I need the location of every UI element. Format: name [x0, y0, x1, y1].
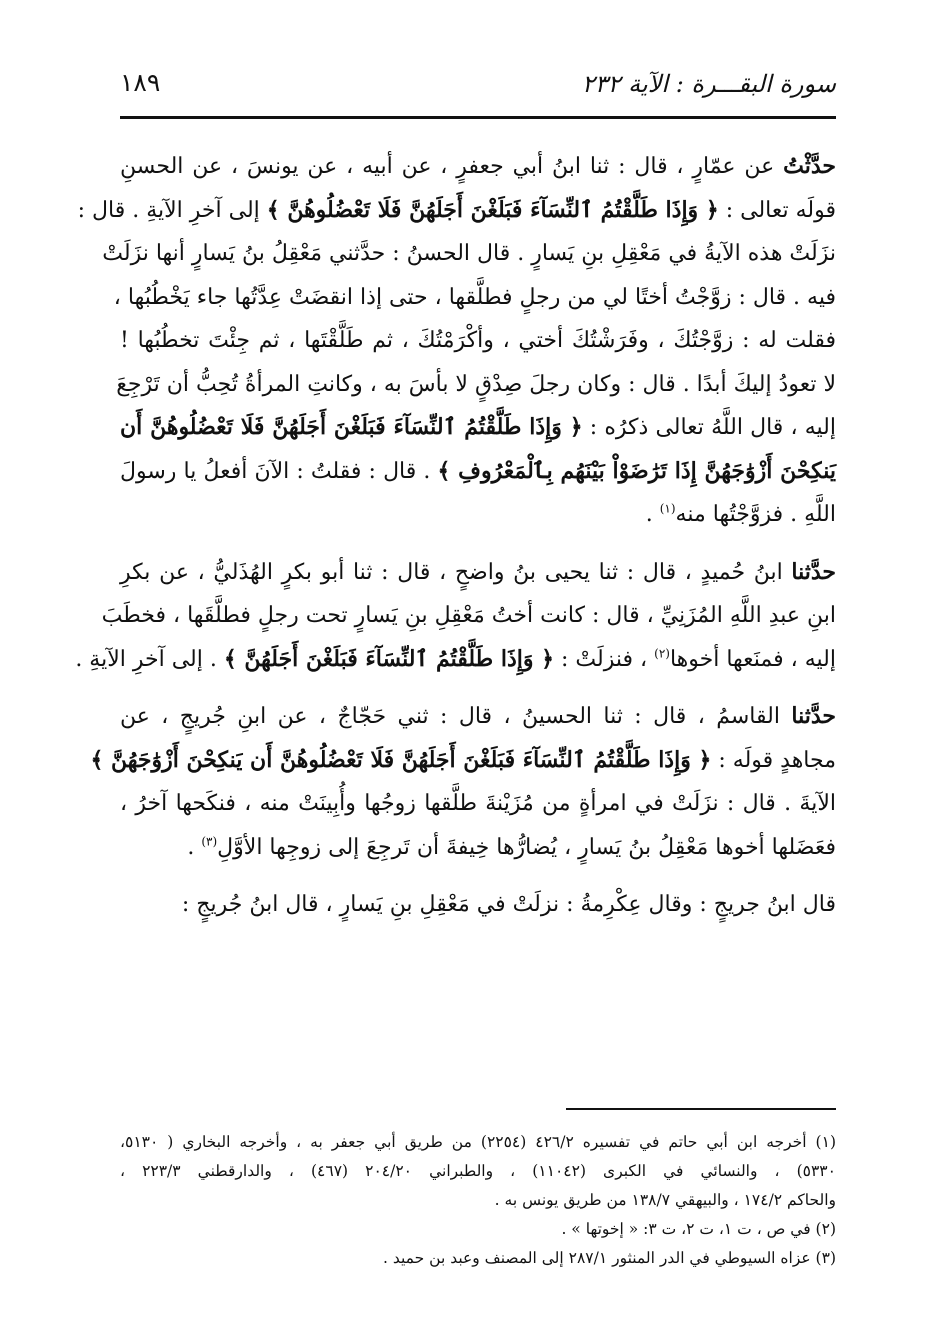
line-text: إلى آخرِ الآيةِ . قال :: [77, 197, 267, 223]
footnote-ref-3[interactable]: (٣): [201, 834, 218, 849]
text-line: [120, 782, 836, 826]
chain-lead-word: حدَّثنا: [791, 703, 836, 729]
line-text: إليه ، فمنَعها أخوها: [669, 646, 836, 672]
line-text: ، فنزلَتْ :: [554, 646, 655, 672]
footnote-line: والحاكم ١٧٤/٢ ، والبيهقي ١٣٨/٧ من طريق يونس به .: [494, 1191, 836, 1209]
text-line: [101, 594, 836, 638]
footnote-line: (٢) في ص ، ت ١، ت ٢، ت ٣: « إخوتها » .: [561, 1220, 836, 1238]
text-line: [120, 450, 836, 494]
line-text: مجاهدٍ قولَه :: [711, 747, 836, 773]
text-line: [120, 319, 836, 363]
text-line: [120, 883, 836, 927]
footnote-ref-1[interactable]: (١): [659, 501, 676, 516]
line-text: ابنُ حُميدٍ ، قال : ثنا يحيى بنُ واضحٍ ، قال : ثنا أبو بكرٍ الهُذَليُّ ، عن بكرِ: [120, 559, 792, 585]
line-text: ابنِ عبدِ اللَّهِ المُزَنِيِّ ، قال : كانت أختُ مَعْقِلِ بنِ يَسارٍ تحت رجلٍ فطلَّقَها ، فخطَبَ: [101, 603, 836, 628]
line-text: فعَضَلها أخوها مَعْقِلُ بنُ يَسارٍ ، يُضارُّها خِيفةَ أن تَرجِعَ إلى زوجِها الأوَّلِ: [217, 834, 836, 860]
quran-verse: ﴿ وَإِذَا طَلَّقْتُمُ ٱلنِّسَآءَ فَبَلَغْنَ أَجَلَهُنَّ فَلَا تَعْضُلُوهُنَّ أَن يَنكِحْنَ أَزْوَٰجَهُنَّ ﴾: [90, 746, 712, 773]
line-text: .: [645, 502, 660, 527]
footnote-ref-2[interactable]: (٢): [654, 646, 670, 661]
text-line: [120, 145, 836, 189]
quran-verse: يَنكِحْنَ أَزْوَٰجَهُنَّ إِذَا تَرَٰضَوْاْ بَيْنَهُم بِٱلْمَعْرُوفِ ﴾: [437, 457, 836, 484]
text-line: [90, 739, 836, 783]
text-line: [120, 695, 836, 739]
quran-verse: ﴿ وَإِذَا طَلَّقْتُمُ ٱلنِّسَآءَ فَبَلَغْنَ أَجَلَهُنَّ ﴾: [223, 645, 555, 672]
line-text: قولَه تعالى :: [718, 197, 836, 223]
footnote-line: (١) أخرجه ابن أبي حاتم في تفسيره ٤٢٦/٢ (٢٢٥٤) من طريق أبي جعفر به ، وأخرجه البخاري ( ٥١٣٠،: [120, 1133, 836, 1151]
text-line: [120, 551, 836, 595]
text-line: [120, 493, 836, 537]
page-number: ١٨٩: [120, 68, 161, 97]
text-line: [75, 638, 836, 682]
line-text: القاسمُ ، قال : ثنا الحسينُ ، قال : ثني حَجّاجٌ ، عن ابنِ جُريجٍ ، عن: [120, 704, 792, 729]
main-text: [75, 145, 836, 941]
paragraph-2: [75, 551, 836, 682]
running-title: سورة البقـــرة : الآية ٢٣٢: [581, 70, 836, 98]
page-header: [120, 66, 836, 106]
line-text: نزَلَتْ هذه الآيةُ في مَعْقِلِ بنِ يَسارٍ . قال الحسنُ : حدَّثني مَعْقِلُ بنُ يَسارٍ أنها نزَلَتْ: [102, 241, 836, 266]
quran-verse: ﴿ وَإِذَا طَلَّقْتُمُ ٱلنِّسَآءَ فَبَلَغْنَ أَجَلَهُنَّ فَلَا تَعْضُلُوهُنَّ أَن: [120, 414, 583, 440]
line-text: فيه . قال : زوَّجْتُ أختًا لي من رجلٍ فطلَّقها ، حتى إذا انقضَتْ عِدَّتُها جاء يَخْطُبُها ،: [113, 284, 836, 310]
line-text: الآيةَ . قال : نزَلَتْ في امرأةٍ من مُزَيْنةَ طلَّقها زوجُها وأُبِينَتْ منه ، فنكَحها آخرُ ،: [120, 791, 836, 816]
line-text: لا تعودُ إليكَ أبدًا . قال : وكان رجلَ صِدْقٍ لا بأسَ به ، وكانتِ المرأةُ تُحِبُّ أن تَرْجِعَ: [116, 371, 836, 397]
paragraph-4: [120, 883, 836, 927]
line-text: اللَّهِ . فزوَّجْتُها منه: [675, 502, 836, 527]
text-line: [77, 189, 836, 233]
header-rule: [120, 116, 836, 119]
line-text: .: [187, 834, 202, 860]
footnote-line: (٣) عزاه السيوطي في الدر المنثور ٢٨٧/١ إلى المصنف وعبد بن حميد .: [383, 1249, 836, 1267]
line-text: . قال : فقلتُ : الآنَ أفعلُ يا رسولَ: [120, 458, 438, 484]
line-text: إليه ، قال اللَّهُ تعالى ذكرُه :: [582, 415, 836, 440]
line-text: عن عمّارٍ ، قال : ثنا ابنُ أبي جعفرٍ ، عن أبيه ، عن يونسَ ، عن الحسنِ: [120, 154, 784, 179]
text-line: [113, 276, 836, 320]
chain-lead-word: حدَّثْتُ: [783, 153, 836, 179]
line-text: قال ابنُ جريجٍ : وقال عِكْرِمةُ : نزلَتْ في مَعْقِلِ بنِ يَسارٍ ، قال ابنُ جُريجٍ :: [181, 892, 836, 917]
footnotes: [120, 1128, 836, 1273]
footnote-separator: [566, 1108, 836, 1110]
line-text: . إلى آخرِ الآيةِ .: [75, 646, 224, 672]
text-line: [116, 363, 836, 407]
text-line: [102, 232, 836, 276]
footnote-line: ٥٣٣٠) ، والنسائي في الكبرى (١١٠٤٢) ، والطبراني ٢٠٤/٢٠ (٤٦٧) ، والدارقطني ٢٢٣/٣ ،: [120, 1162, 836, 1180]
text-line: [120, 406, 836, 450]
chain-lead-word: حدَّثنا: [791, 558, 836, 585]
text-line: [120, 826, 836, 870]
quran-verse: ﴿ وَإِذَا طَلَّقْتُمُ ٱلنِّسَآءَ فَبَلَغْنَ أَجَلَهُنَّ فَلَا تَعْضُلُوهُنَّ ﴾: [266, 196, 719, 223]
paragraph-3: [90, 695, 836, 869]
line-text: فقلت له : زوَّجْتُكَ ، وفَرَشْتُكَ أختي ، وأكْرَمْتُكَ ، ثم طَلَّقْتَها ، ثم جِئْتَ تخطُبُها !: [120, 328, 836, 353]
paragraph-1: [77, 145, 836, 537]
